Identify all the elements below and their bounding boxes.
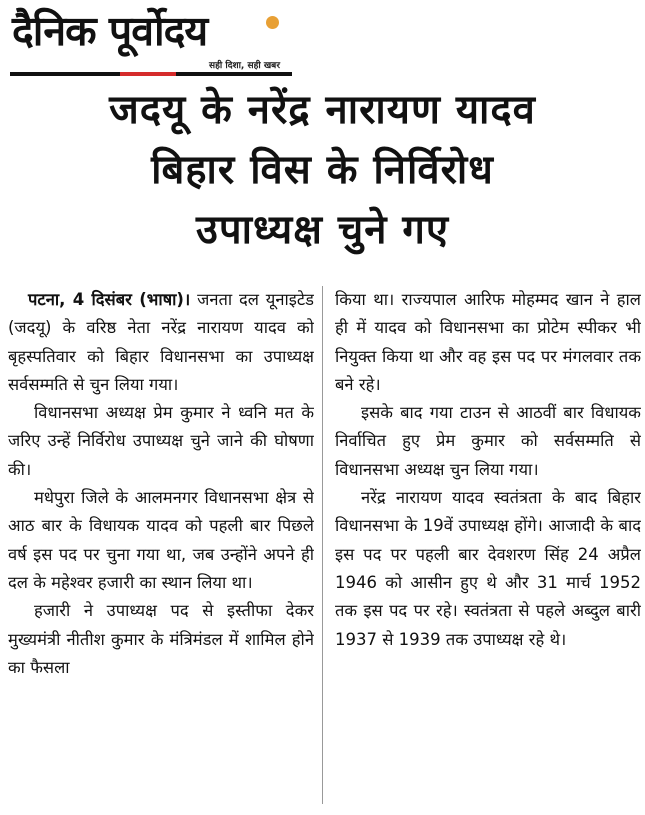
- headline-line-1: जदयू के नरेंद्र नारायण यादव: [109, 87, 536, 133]
- article-column-right: [335, 286, 641, 806]
- dateline: पटना, 4 दिसंबर (भाषा)।: [28, 290, 191, 309]
- article-paragraph-5: इसके बाद गया टाउन से आठवीं बार विधायक निर्वाचित हुए प्रेम कुमार को सर्वसम्मति से विधानसभा अध्यक्ष चुन लिया गया।: [335, 403, 641, 479]
- headline-line-3: उपाध्यक्ष चुने गए: [195, 207, 449, 253]
- article-paragraph-6: नरेंद्र नारायण यादव स्वतंत्रता के बाद बिहार विधानसभा के 19वें उपाध्यक्ष होंगे। आजादी के बाद इस पद पर पहली बार देवशरण सिंह 24 अप्रैल 1946 को आसीन हुए थे और 31 मार्च 1952 तक इस पद पर रहे। स्वतंत्रता से पहले अब्दुल बारी 1937 से 1939 तक उपाध्यक्ष रहे थे।: [335, 488, 641, 649]
- masthead-rule-accent: [120, 72, 176, 76]
- article-paragraph-2: विधानसभा अध्यक्ष प्रेम कुमार ने ध्वनि मत के जरिए उन्हें निर्विरोध उपाध्यक्ष चुने जाने की घोषणा की।: [8, 403, 314, 479]
- column-divider: [322, 286, 323, 804]
- paragraph-1-text: जनता दल यूनाइटेड (जदयू) के वरिष्ठ नेता नरेंद्र नारायण यादव को बृहस्पतिवार को बिहार विधानसभा का उपाध्यक्ष सर्वसम्मति से चुन लिया गया।: [8, 290, 314, 394]
- article-column-left: [8, 286, 314, 806]
- article-paragraph-4: हजारी ने उपाध्यक्ष पद से इस्तीफा देकर मुख्यमंत्री नीतीश कुमार के मंत्रिमंडल में शामिल होने का फैसला: [8, 601, 314, 677]
- headline-line-2: बिहार विस के निर्विरोध: [151, 147, 494, 193]
- newspaper-name: दैनिक पूर्वोदय: [12, 7, 208, 55]
- masthead: [10, 6, 292, 76]
- article-paragraph-1: [8, 286, 314, 399]
- headline: [0, 80, 645, 260]
- newspaper-tagline: सही दिशा, सही खबर: [209, 61, 280, 71]
- article-paragraph-4-continued: किया था। राज्यपाल आरिफ मोहम्मद खान ने हाल ही में यादव को विधानसभा का प्रोटेम स्पीकर भी नियुक्त किया था और वह इस पद पर मंगलवार तक बने रहे।: [335, 290, 641, 394]
- article-paragraph-3: मधेपुरा जिले के आलमनगर विधानसभा क्षेत्र से आठ बार के विधायक यादव को पहली बार पिछले वर्ष इस पद पर चुना गया था, जब उन्होंने अपने ही दल के महेश्वर हजारी का स्थान लिया था।: [8, 488, 314, 592]
- brand-dot-icon: [266, 16, 279, 29]
